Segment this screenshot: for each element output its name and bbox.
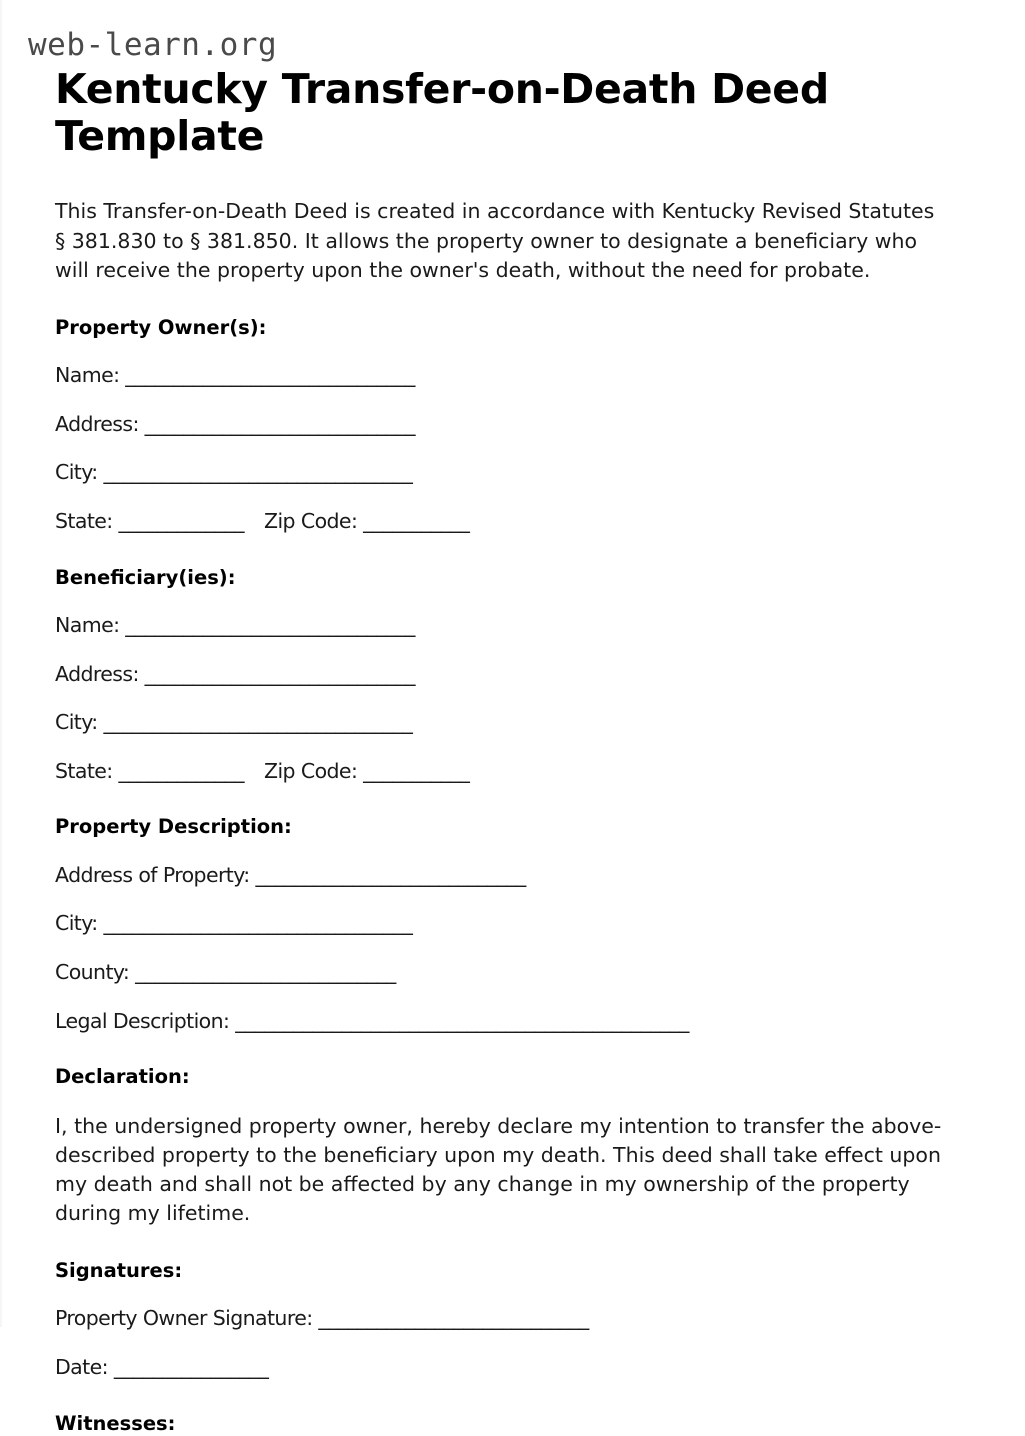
- signature-date-label-blank: Date: ________________: [55, 1355, 269, 1380]
- owner-city-label-blank: City: ________________________________: [55, 460, 413, 485]
- section-heading-declaration: Declaration:: [55, 1065, 190, 1089]
- property-city-field[interactable]: [55, 911, 975, 937]
- property-address-label-blank: Address of Property: ____________________________: [55, 862, 526, 887]
- signature-date-field[interactable]: [55, 1355, 975, 1381]
- owner-zip-label-blank: Zip Code: ___________: [264, 509, 470, 534]
- property-legal-description-field[interactable]: [55, 1009, 975, 1035]
- owner-signature-label-blank: Property Owner Signature: ____________________________: [55, 1306, 589, 1331]
- property-legal-description-label-blank: Legal Description: _______________________________________________: [55, 1008, 689, 1033]
- section-heading-witnesses: Witnesses:: [55, 1411, 176, 1435]
- site-watermark: web-learn.org: [28, 27, 278, 63]
- beneficiary-name-label-blank: Name: ______________________________: [55, 612, 415, 637]
- owner-address-field[interactable]: [55, 412, 975, 438]
- owner-address-label-blank: Address: ____________________________: [55, 411, 415, 436]
- beneficiary-name-field[interactable]: [55, 613, 975, 639]
- page-title: Kentucky Transfer-on-Death Deed Template: [55, 65, 829, 160]
- beneficiary-state-label-blank: State: _____________: [55, 758, 244, 783]
- property-county-label-blank: County: ___________________________: [55, 960, 396, 985]
- owner-state-label-blank: State: _____________: [55, 509, 244, 534]
- owner-state-zip-row[interactable]: [55, 509, 975, 535]
- beneficiary-address-label-blank: Address: ____________________________: [55, 661, 415, 686]
- declaration-paragraph: I, the undersigned property owner, hereby declare my intention to transfer the above-described property to the beneficiary upon my death. This deed shall take effect upon my death and shall not be affected by any change in my ownership of the property during my lifetime.: [55, 1113, 942, 1225]
- owner-signature-field[interactable]: [55, 1306, 975, 1332]
- property-address-field[interactable]: [55, 863, 975, 889]
- beneficiary-zip-label-blank: Zip Code: ___________: [264, 758, 470, 783]
- owner-city-field[interactable]: [55, 460, 975, 486]
- property-city-label-blank: City: ________________________________: [55, 911, 413, 936]
- intro-paragraph: This Transfer-on-Death Deed is created in accordance with Kentucky Revised Statutes § 381.830 to § 381.850. It allows the property owner to designate a beneficiary who will receive the property upon the owner's death, without the need for probate.: [55, 199, 935, 282]
- section-heading-property-owner: Property Owner(s):: [55, 315, 267, 339]
- property-county-field[interactable]: [55, 960, 975, 986]
- beneficiary-address-field[interactable]: [55, 662, 975, 688]
- owner-name-field[interactable]: [55, 363, 975, 389]
- section-heading-beneficiary: Beneficiary(ies):: [55, 565, 236, 589]
- section-heading-property-description: Property Description:: [55, 815, 292, 839]
- beneficiary-state-zip-row[interactable]: [55, 759, 975, 785]
- beneficiary-city-label-blank: City: ________________________________: [55, 710, 413, 735]
- beneficiary-city-field[interactable]: [55, 710, 975, 736]
- section-heading-signatures: Signatures:: [55, 1259, 183, 1283]
- document-content: [55, 66, 975, 1436]
- owner-name-label-blank: Name: ______________________________: [55, 363, 415, 388]
